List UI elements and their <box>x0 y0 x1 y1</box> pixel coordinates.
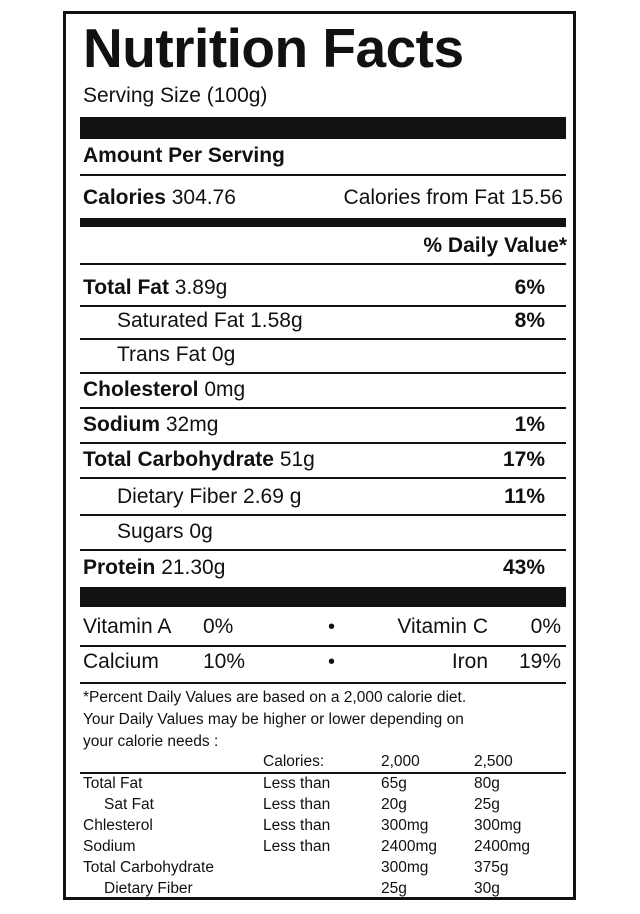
divider <box>80 645 566 647</box>
divider <box>80 682 566 684</box>
serving-size: Serving Size (100g) <box>83 84 268 107</box>
nutrient-name: Sugars <box>117 520 184 543</box>
dv-table-row-2000: 2400mg <box>381 838 438 855</box>
nutrient-name: Dietary Fiber <box>117 485 238 508</box>
dv-table-col-2500: 2,500 <box>474 753 513 770</box>
dv-table-row-2000: 300mg <box>381 817 429 834</box>
nutrient-row <box>117 342 235 368</box>
nutrient-row <box>83 447 315 473</box>
divider <box>80 372 566 374</box>
nutrient-row <box>83 377 245 403</box>
vitamin-right-label: Iron <box>451 650 488 673</box>
dv-table-row-2500: 300mg <box>474 817 522 834</box>
nutrient-daily-value: 1% <box>514 413 545 436</box>
vitamin-right-value: 0% <box>530 615 561 638</box>
medium-divider <box>80 218 566 227</box>
divider <box>80 263 566 265</box>
nutrient-row <box>117 484 301 510</box>
dv-table-row-2500: 2400mg <box>474 838 531 855</box>
vitamin-right-value: 19% <box>518 650 561 673</box>
nutrient-amount: 32mg <box>165 413 219 436</box>
dv-table-row-qualifier: Less than <box>263 817 331 834</box>
nutrient-daily-value: 43% <box>502 556 545 579</box>
nutrient-row <box>83 275 227 301</box>
footnote-line: *Percent Daily Values are based on a 2,000 calorie diet. <box>83 689 467 706</box>
divider <box>80 174 566 176</box>
bullet: • <box>328 616 336 638</box>
daily-value-header: % Daily Value* <box>423 234 567 257</box>
vitamin-right-label: Vitamin C <box>397 615 488 638</box>
dv-table-row-name: Chlesterol <box>83 817 153 834</box>
nutrient-row <box>117 308 303 334</box>
calories-value: 304.76 <box>171 186 236 209</box>
footnote-line: Your Daily Values may be higher or lower depending on <box>83 711 464 728</box>
vitamin-left-label: Vitamin A <box>83 615 172 638</box>
dv-table-row-2000: 25g <box>381 880 407 897</box>
nutrient-name: Sodium <box>83 413 160 436</box>
dv-table-row-2000: 65g <box>381 775 407 792</box>
nutrient-row <box>117 519 213 545</box>
bullet: • <box>328 651 336 673</box>
dv-table-row-2000: 20g <box>381 796 407 813</box>
amount-per-serving: Amount Per Serving <box>83 144 285 167</box>
calories-from-fat <box>344 185 563 211</box>
nutrient-name: Cholesterol <box>83 378 199 401</box>
nutrient-name: Total Carbohydrate <box>83 448 274 471</box>
divider <box>80 338 566 340</box>
dv-table-row-2500: 80g <box>474 775 500 792</box>
dv-table-col-2000: 2,000 <box>381 753 420 770</box>
dv-table-row-qualifier: Less than <box>263 838 331 855</box>
nutrient-name: Protein <box>83 556 156 579</box>
nutrient-amount: 21.30g <box>161 556 226 579</box>
dv-table-row-name: Sat Fat <box>104 796 154 813</box>
divider <box>80 442 566 444</box>
dv-table-row-name: Dietary Fiber <box>104 880 193 897</box>
nutrient-daily-value: 6% <box>514 276 545 299</box>
nutrient-row <box>83 555 225 581</box>
nutrition-facts-label <box>63 11 576 900</box>
nutrient-daily-value: 8% <box>514 309 545 332</box>
nutrient-amount: 1.58g <box>250 309 303 332</box>
divider <box>80 549 566 551</box>
nutrient-name: Trans Fat <box>117 343 207 366</box>
nutrient-amount: 0mg <box>204 378 246 401</box>
dv-table-calories-label: Calories: <box>263 753 325 770</box>
nutrient-name: Saturated Fat <box>117 309 245 332</box>
divider <box>80 477 566 479</box>
nutrient-amount: 3.89g <box>174 276 228 299</box>
calories-from-fat-value: 15.56 <box>510 186 563 209</box>
nutrient-daily-value: 11% <box>504 485 545 508</box>
dv-table-row-2000: 300mg <box>381 859 429 876</box>
vitamin-left-label: Calcium <box>83 650 159 673</box>
dv-table-row-name: Total Fat <box>83 775 143 792</box>
thick-divider <box>80 117 566 139</box>
label-title: Nutrition Facts <box>83 17 464 79</box>
dv-table-row-name: Sodium <box>83 838 136 855</box>
dv-table-row-qualifier: Less than <box>263 796 331 813</box>
calories-row <box>83 185 236 211</box>
dv-table-row-2500: 30g <box>474 880 500 897</box>
nutrient-amount: 0g <box>189 520 213 543</box>
vitamin-left-value: 10% <box>203 650 246 673</box>
dv-table-row-name: Total Carbohydrate <box>83 859 214 876</box>
divider <box>80 514 566 516</box>
dv-table-row-2500: 375g <box>474 859 509 876</box>
divider <box>80 305 566 307</box>
nutrient-row <box>83 412 218 438</box>
nutrient-name: Total Fat <box>83 276 169 299</box>
dv-table-row-qualifier: Less than <box>263 775 331 792</box>
calories-from-fat-label: Calories from Fat <box>343 186 505 209</box>
footnote-line: your calorie needs : <box>83 733 219 750</box>
divider <box>80 407 566 409</box>
nutrient-amount: 51g <box>279 448 315 471</box>
dv-table-row-2500: 25g <box>474 796 500 813</box>
vitamin-left-value: 0% <box>203 615 234 638</box>
nutrient-daily-value: 17% <box>502 448 545 471</box>
nutrient-amount: 2.69 g <box>243 485 302 508</box>
calories-label: Calories <box>83 186 166 209</box>
nutrient-amount: 0g <box>211 343 236 366</box>
thick-divider <box>80 587 566 607</box>
